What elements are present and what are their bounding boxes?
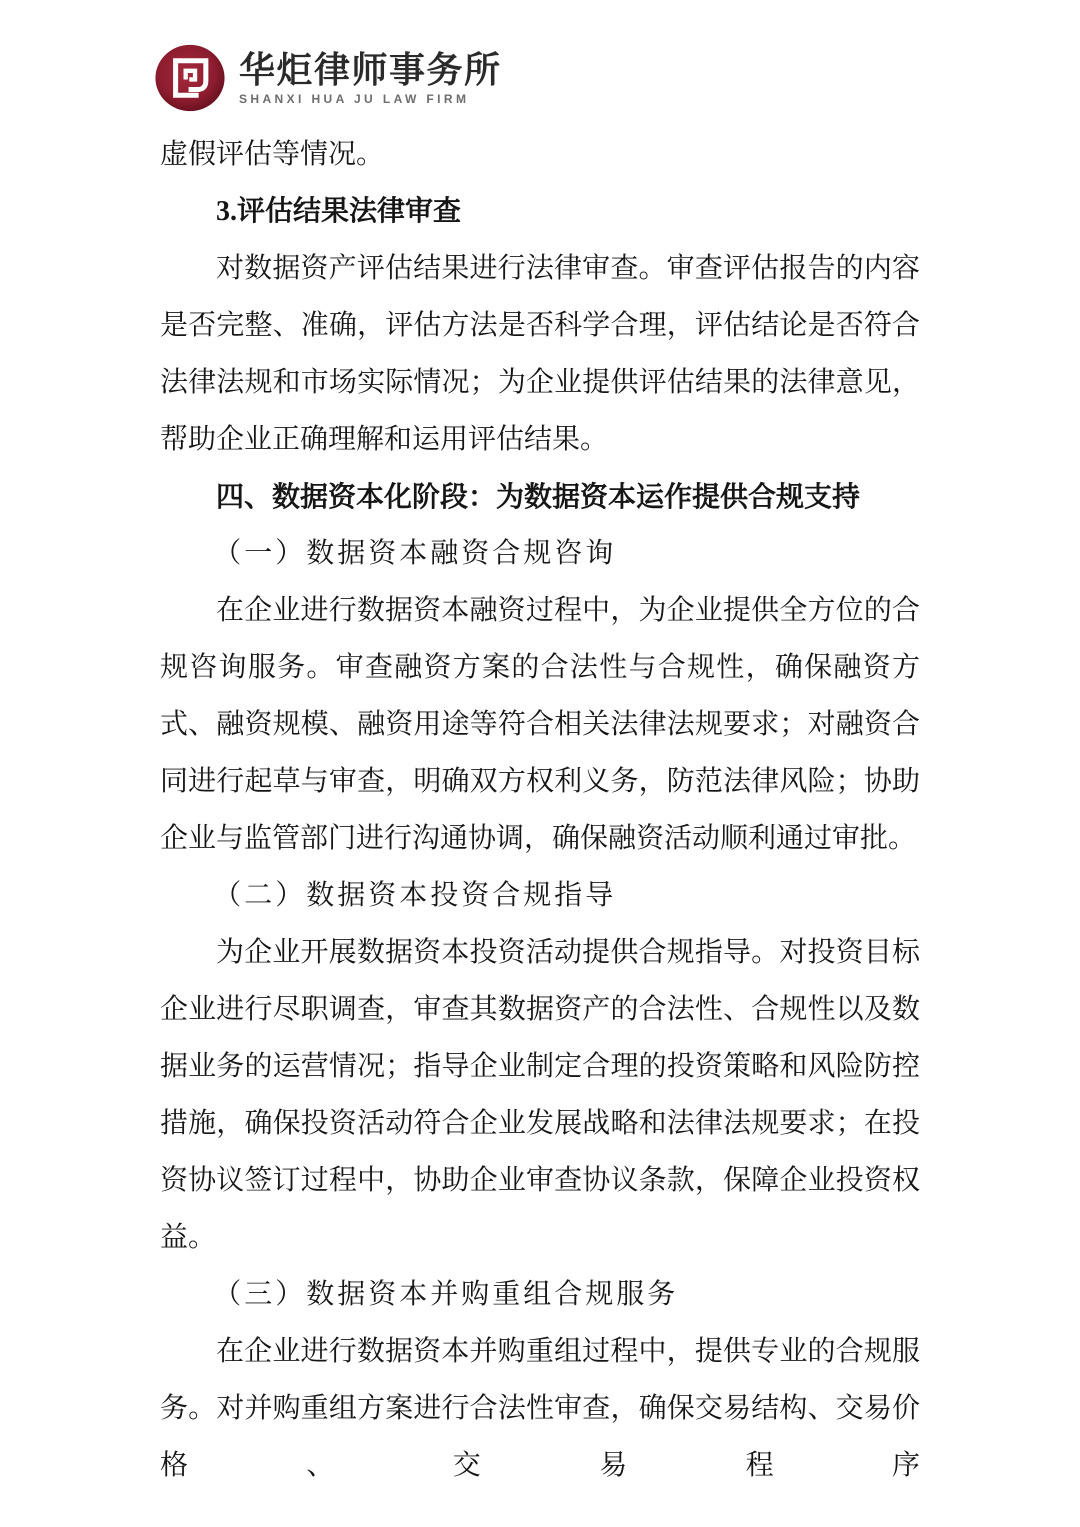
section-heading: （三）数据资本并购重组合规服务: [213, 1279, 679, 1310]
paragraph: 在企业进行数据资本融资过程中，为企业提供全方位的合规咨询服务。审查融资方案的合法性与合规性，确保融资方式、融资规模、融资用途等符合相关法律法规要求；对融资合同进行起草与审查，明确双方权利义务，防范法律风险；协助企业与监管部门进行沟通协调，确保融资活动顺利通过审批。: [160, 595, 920, 854]
paragraph: 对数据资产评估结果进行法律审查。审查评估报告的内容是否完整、准确，评估方法是否科学合理，评估结论是否符合法律法规和市场实际情况；为企业提供评估结果的法律意见，帮助企业正确理解和运用评估结果。: [160, 253, 920, 455]
section-heading: 3.评估结果法律审查: [216, 196, 462, 227]
section-heading: （二）数据资本投资合规指导: [213, 880, 617, 911]
logo-name-cn: 华炬律师事务所: [239, 49, 502, 90]
paragraph: 在企业进行数据资本并购重组过程中，提供专业的合规服务。对并购重组方案进行合法性审查，确保交易结构、交易价格、交易程序: [160, 1336, 920, 1481]
section-heading: （一）数据资本融资合规咨询: [213, 538, 617, 569]
logo-mark-icon: [153, 42, 227, 114]
law-firm-logo: [153, 42, 502, 114]
section-heading: 四、数据资本化阶段：为数据资本运作提供合规支持: [216, 481, 861, 512]
paragraph: 为企业开展数据资本投资活动提供合规指导。对投资目标企业进行尽职调查，审查其数据资产的合法性、合规性以及数据业务的运营情况；指导企业制定合理的投资策略和风险防控措施，确保投资活动符合企业发展战略和法律法规要求；在投资协议签订过程中，协助企业审查协议条款，保障企业投资权益。: [160, 937, 920, 1253]
paragraph: 虚假评估等情况。: [160, 139, 385, 170]
document-body: [160, 126, 920, 1494]
logo-text-block: [239, 50, 502, 106]
logo-name-en: SHANXI HUA JU LAW FIRM: [239, 92, 470, 106]
